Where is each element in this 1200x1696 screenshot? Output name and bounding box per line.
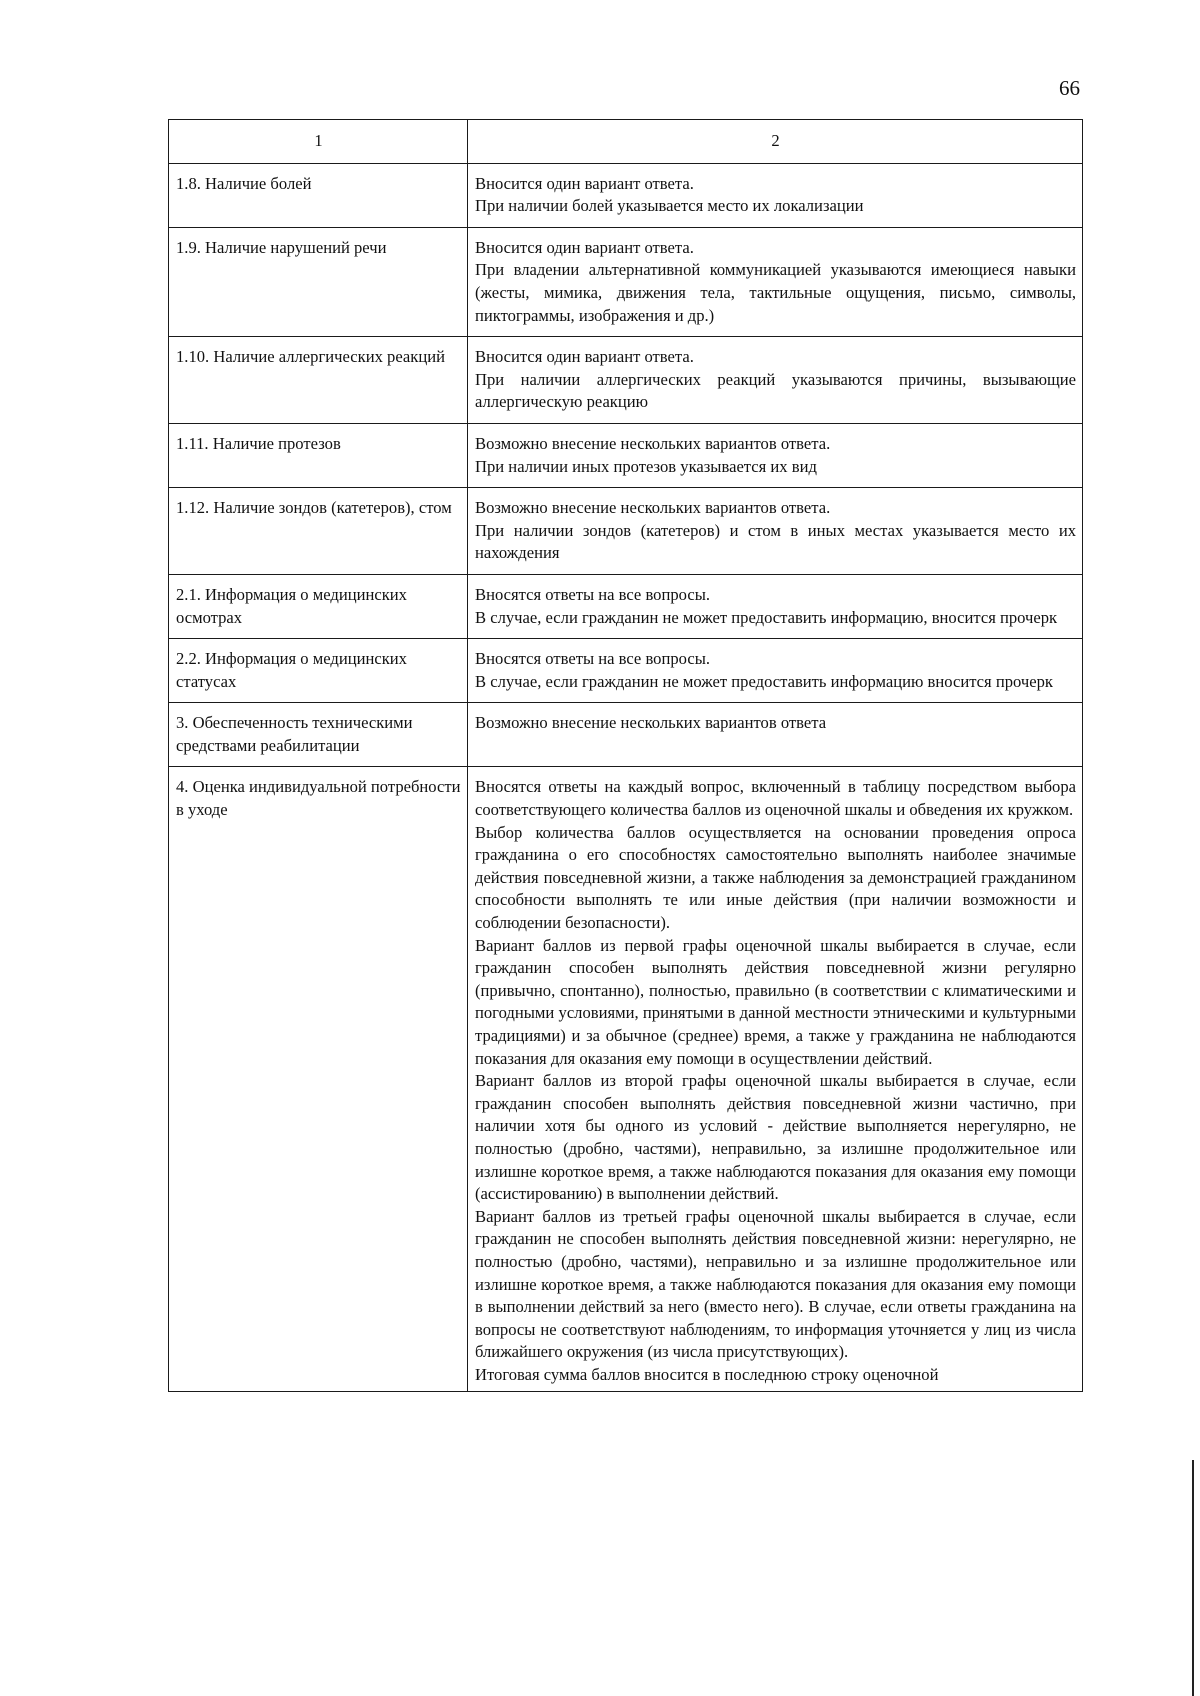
note-text: Вносятся ответы на каждый вопрос, включенный в таблицу посредством выбора соответствующего количества баллов из оценочной шкалы и обведения их кружком.	[475, 777, 1076, 820]
row-item: 4. Оценка индивидуальной потребности в уходе	[169, 767, 468, 1391]
note-text: При владении альтернативной коммуникацией указываются имеющиеся навыки (жесты, мимика, движения тела, тактильные ощущения, письмо, символы, пиктограммы, изображения и др.)	[475, 260, 1076, 325]
table-row	[169, 767, 1083, 1391]
row-item: 1.10. Наличие аллергических реакций	[169, 337, 468, 424]
table-header-row	[169, 120, 1083, 164]
table-row	[169, 423, 1083, 487]
row-item: 1.9. Наличие нарушений речи	[169, 227, 468, 336]
row-notes	[468, 639, 1083, 703]
row-item: 1.12. Наличие зондов (катетеров), стом	[169, 488, 468, 575]
row-notes	[468, 227, 1083, 336]
row-notes	[468, 423, 1083, 487]
note-text: Возможно внесение нескольких вариантов ответа	[475, 713, 827, 733]
note-text: Вносится один вариант ответа.	[475, 347, 694, 367]
table-row	[169, 703, 1083, 767]
row-notes	[468, 488, 1083, 575]
row-notes	[468, 163, 1083, 227]
row-notes	[468, 574, 1083, 638]
note-text: При наличии болей указывается место их локализации	[475, 196, 864, 216]
row-item: 1.11. Наличие протезов	[169, 423, 468, 487]
note-text: Вносятся ответы на все вопросы.	[475, 649, 711, 669]
scan-edge-line	[1192, 1460, 1194, 1696]
note-text: Вариант баллов из третьей графы оценочной шкалы выбирается в случае, если гражданин не способен выполнять действия повседневной жизни: нерегулярно, не полностью (дробно, частями), неправильно и за излишне продолжительное или излишне короткое время, а также наблюдаются показания для оказания ему помощи в выполнении действий за него (вместо него). В случае, если ответы гражданина на вопросы не соответствуют наблюдениям, то информация уточняется у лиц из числа ближайшего окружения (из числа присутствующих).	[475, 1206, 1076, 1362]
table-row	[169, 488, 1083, 575]
table-row	[169, 337, 1083, 424]
note-text: Выбор количества баллов осуществляется на основании проведения опроса гражданина о его способностях самостоятельно выполнять наиболее значимые действия повседневной жизни, а также наблюдения за демонстрацией гражданином способности выполнять те или иные действия (при наличии возможности и соблюдении безопасности).	[475, 822, 1076, 933]
row-notes	[468, 337, 1083, 424]
note-text: Вносится один вариант ответа.	[475, 173, 694, 193]
note-text: Возможно внесение нескольких вариантов ответа.	[475, 433, 831, 453]
note-text: Возможно внесение нескольких вариантов ответа.	[475, 498, 831, 518]
note-text: При наличии зондов (катетеров) и стом в иных местах указывается место их нахождения	[475, 520, 1076, 563]
note-text: Вариант баллов из второй графы оценочной шкалы выбирается в случае, если гражданин способен выполнять действия повседневной жизни частично, при наличии хотя бы одного из условий - действие выполняется нерегулярно, не полностью (дробно, частями), неправильно, за излишне продолжительное или излишне короткое время, а также наблюдаются показания для оказания ему помощи (ассистированию) в выполнении действий.	[475, 1071, 1076, 1204]
row-item: 2.1. Информация о медицинских осмотрах	[169, 574, 468, 638]
note-text: При наличии иных протезов указывается их вид	[475, 456, 817, 476]
instructions-table	[168, 119, 1083, 1392]
table-row	[169, 574, 1083, 638]
table-row	[169, 163, 1083, 227]
note-text: В случае, если гражданин не может предоставить информацию, вносится прочерк	[475, 607, 1058, 627]
table-row	[169, 227, 1083, 336]
note-text: Вносятся ответы на все вопросы.	[475, 584, 711, 604]
column-header-1: 1	[169, 120, 468, 164]
row-item: 3. Обеспеченность техническими средствами реабилитации	[169, 703, 468, 767]
note-text: В случае, если гражданин не может предоставить информацию вносится прочерк	[475, 671, 1053, 691]
column-header-2: 2	[468, 120, 1083, 164]
note-text: Вариант баллов из первой графы оценочной шкалы выбирается в случае, если гражданин способен выполнять действия повседневной жизни регулярно (привычно, спонтанно), полностью, правильно (в соответствии с климатическими и погодными условиями, принятыми в данной местности этническими и культурными традициями) и за обычное (среднее) время, а также у гражданина не наблюдаются показания для оказания ему помощи в осуществлении действий.	[475, 935, 1076, 1068]
note-text: Вносится один вариант ответа.	[475, 237, 694, 257]
row-notes	[468, 703, 1083, 767]
row-notes	[468, 767, 1083, 1391]
note-text: Итоговая сумма баллов вносится в последнюю строку оценочной	[475, 1364, 939, 1384]
table-row	[169, 639, 1083, 703]
row-item: 2.2. Информация о медицинских статусах	[169, 639, 468, 703]
row-item: 1.8. Наличие болей	[169, 163, 468, 227]
page-number: 66	[1059, 76, 1080, 100]
note-text: При наличии аллергических реакций указываются причины, вызывающие аллергическую реакцию	[475, 369, 1076, 412]
